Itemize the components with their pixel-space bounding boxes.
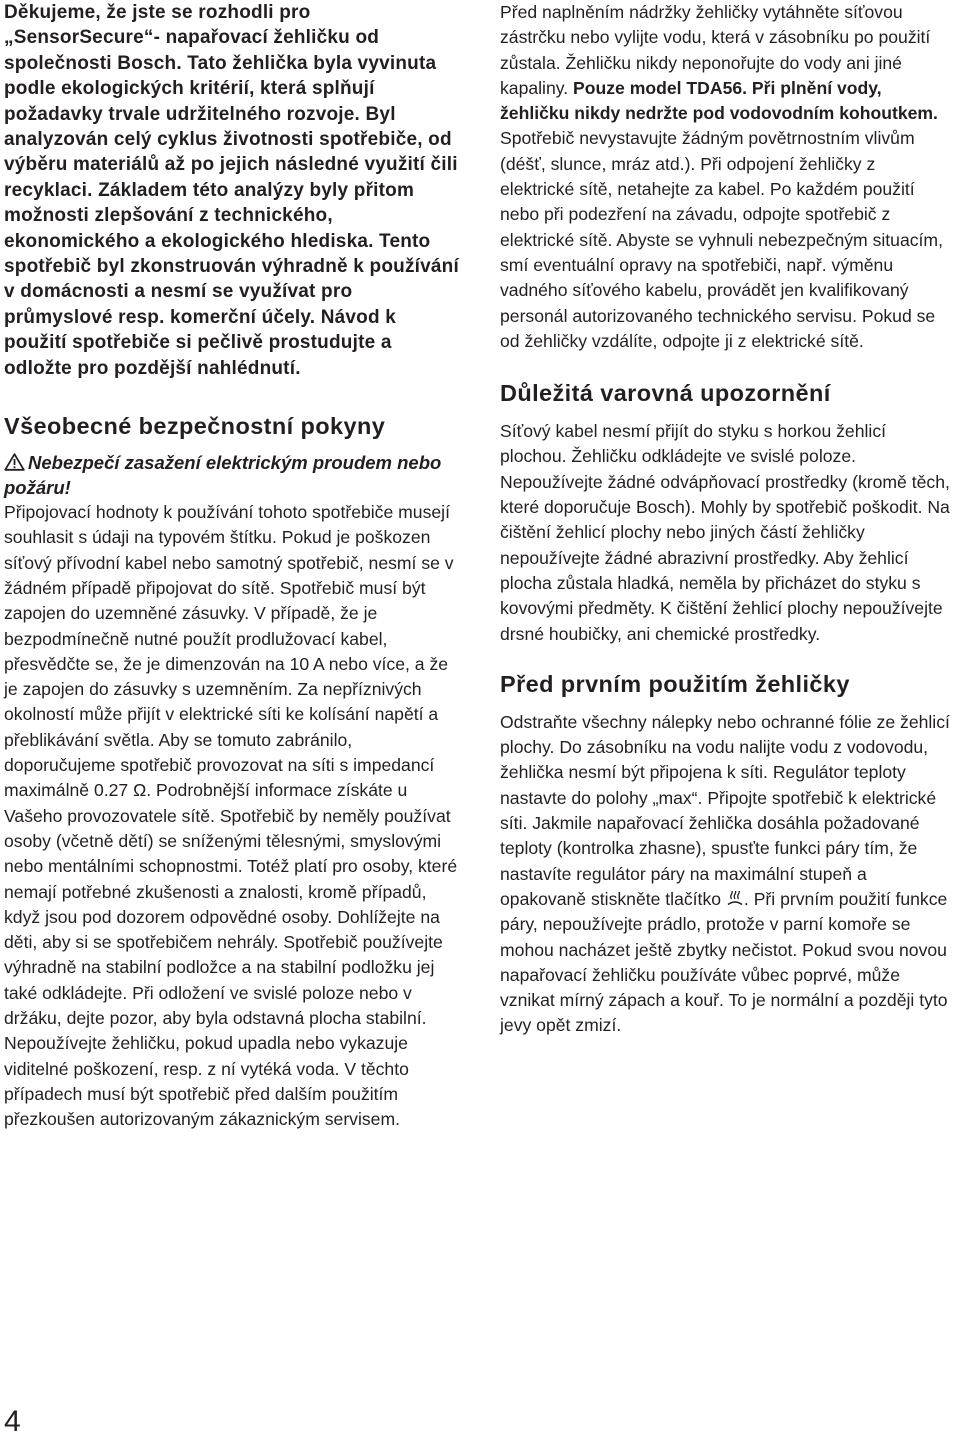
first-use-text-a: Odstraňte všechny nálepky nebo ochranné fólie ze žehlicí plochy. Do zásobníku na vodu nalijte vodu z vodovodu, žehlička nesmí být připojena k síti. Regulátor teploty nastavte do polohy „max“. Připojte spotřebič k elektrické síti. Jakmile napařovací žehlička dosáhla požadované teploty (kontrolka zhasne), spusťte funkci páry tím, že nastavíte regulátor páry na maximální stupeň a opakovaně stiskněte tlačítko — [500, 711, 950, 909]
general-safety-heading: Všeobecné bezpečnostní pokyny — [4, 413, 386, 440]
filling-safety-text — [500, 0, 952, 354]
before-first-use-heading: Před prvním použitím žehličky — [500, 670, 850, 697]
left-column — [4, 0, 464, 1133]
important-warnings-text: Síťový kabel nesmí přijít do styku s horkou žehlicí plochou. Žehličku odkládejte ve svislé poloze. Nepoužívejte žádné odvápňovací prostředky (kromě těch, které doporučuje Bosch). Mohly by spotřebič poškodit. Na čištění žehlicí plochy nebo jiných částí žehličky nepoužívejte žádné abrazivní prostředky. Aby žehlicí plocha zůstala hladká, neměla by přicházet do styku s kovovými předměty. K čištění žehlicí plochy nepoužívejte drsné houbičky, ani chemické prostředky. — [500, 421, 950, 644]
page-number: 4 — [4, 1405, 21, 1438]
important-warnings-heading: Důležitá varovná upozornění — [500, 380, 831, 407]
warning-text: Nebezpečí zasažení elektrickým proudem nebo požáru! — [4, 452, 442, 499]
tda56-warning: Pouze model TDA56. Při plnění vody, žehličku nikdy nedržte pod vodovodním kohoutkem. — [500, 77, 938, 124]
warning-triangle-icon — [4, 453, 25, 471]
electric-shock-warning — [4, 450, 464, 500]
before-first-use-text — [500, 710, 952, 1039]
filling-text-a: Před naplněním nádržky žehličky vytáhněte síťovou zástrčku nebo vylijte vodu, která v zásobníku po použití zůstala. Žehličku nikdy neponořujte do vody ani jiné kapaliny. — [500, 2, 931, 98]
steam-button-icon — [726, 891, 744, 907]
general-safety-text: Připojovací hodnoty k používání tohoto spotřebiče musejí souhlasit s údaji na typovém štítku. Pokud je poškozen síťový přívodní kabel nebo samotný spotřebič, nesmí se v žádném případě připojovat do sítě. Spotřebič musí být zapojen do uzemněné zásuvky. V případě, že je bezpodmínečně nutné použít prodlužovací kabel, přesvědčte se, že je dimenzován na 10 A nebo více, a že je zapojen do zásuvky s uzemněním. Za nepříznivých okolností může přijít v elektrické síti ke kolísání napětí a přeblikávání světla. Aby se tomuto zabránilo, doporučujeme spotřebič provozovat na síti s impedancí maximálně 0.27 Ω. Podrobnější informace získáte u Vašeho provozovatele sítě. Spotřebič by neměly používat osoby (včetně dětí) se sníženými tělesnými, smyslovými nebo mentálními schopnostmi. Totéž platí pro osoby, které nemají potřebné zkušenosti a znalosti, kromě případů, když jsou pod dozorem odpovědné osoby. Dohlížejte na děti, aby si se spotřebičem nehrály. Spotřebič používejte výhradně na stabilní podložce a na stabilní podložku jej také odkládejte. Při odložení ve svislé poloze nebo v držáku, dejte pozor, aby byla odstavná plocha stabilní. Nepoužívejte žehličku, pokud upadla nebo vykazuje viditelné poškození, resp. z ní vytéká voda. V těchto případech musí být spotřebič před dalším použitím přezkoušen autorizovaným zákaznickým servisem. — [4, 502, 458, 1130]
filling-text-b: Spotřebič nevystavujte žádným povětrnostním vlivům (déšť, slunce, mráz atd.). Při odpojení žehličky z elektrické sítě, netahejte za kabel. Po každém použití nebo při podezření na závadu, odpojte spotřebič z elektrické sítě. Abyste se vyhnuli nebezpečným situacím, smí eventuální opravy na spotřebiči, např. výměnu vadného síťového kabelu, provádět jen kvalifikovaný personál autorizovaného technického servisu. Pokud se od žehličky vzdálíte, odpojte ji z elektrické sítě. — [500, 128, 943, 351]
right-column — [500, 0, 952, 1039]
intro-paragraph: Děkujeme, že jste se rozhodli pro „SensorSecure“- napařovací žehličku od společnosti Bosch. Tato žehlička byla vyvinuta podle ekologických kritérií, která splňují požadavky trvale udržitelného rozvoje. Byl analyzován celý cyklus životnosti spotřebiče, od výběru materiálů až po jejich následné využití čili recyklaci. Základem této analýzy byly přitom možnosti zlepšování z technického, ekonomického a ekologického hlediska. Tento spotřebič byl zkonstruován výhradně k používání v domácnosti a nesmí se využívat pro průmyslové resp. komerční účely. Návod k použití spotřebiče si pečlivě prostudujte a odložte pro pozdější nahlédnutí. — [4, 2, 459, 379]
first-use-text-b: . Při prvním použití funkce páry, nepoužívejte prádlo, protože v parní komoře se mohou nacházet ještě zbytky nečistot. Pokud svou novou napařovací žehličku používáte vůbec poprvé, může vznikat mírný zápach a kouř. To je normální a později tyto jevy opět zmizí. — [500, 888, 948, 1036]
